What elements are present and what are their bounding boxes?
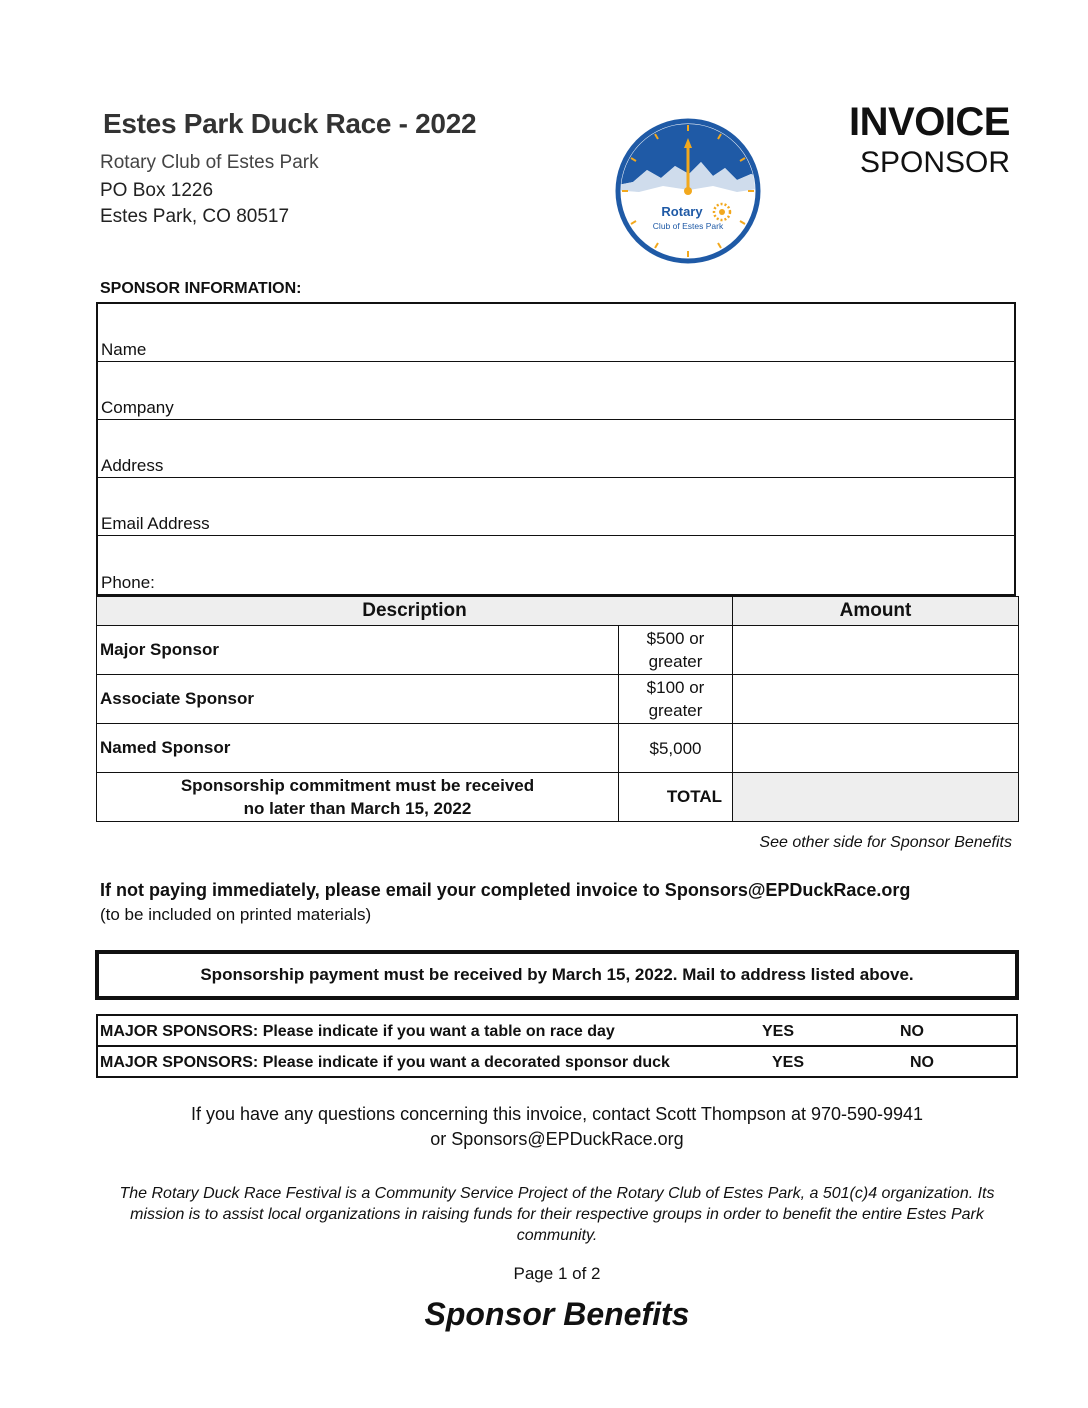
total-label: TOTAL — [619, 773, 733, 822]
contact-line-1: If you have any questions concerning this invoice, contact Scott Thompson at 970-590-9941 — [190, 1104, 924, 1124]
contact-line-2: or Sponsors@EPDuckRace.org — [430, 1129, 684, 1149]
name-label: Name — [101, 340, 147, 359]
logo-word: Rotary — [661, 204, 703, 219]
table-row — [97, 626, 1019, 675]
address-line-city: Estes Park, CO 80517 — [100, 206, 290, 227]
table-row — [97, 724, 1019, 773]
email-label: Email Address — [101, 514, 210, 533]
address-label: Address — [101, 456, 164, 475]
page-number: Page 1 of 2 — [513, 1264, 601, 1283]
name-field[interactable] — [98, 304, 1014, 362]
organization-title: Estes Park Duck Race - 2022 — [103, 108, 477, 139]
duck-option-no[interactable]: NO — [910, 1054, 934, 1071]
sponsor-info-box — [96, 302, 1016, 596]
phone-field[interactable] — [98, 536, 1014, 594]
company-label: Company — [101, 398, 174, 417]
company-field[interactable] — [98, 362, 1014, 420]
sponsor-level-name: Major Sponsor — [97, 626, 619, 675]
deadline-note — [97, 773, 619, 822]
total-row — [97, 773, 1019, 822]
sponsor-level-name: Associate Sponsor — [97, 675, 619, 724]
printed-materials-note: (to be included on printed materials) — [100, 905, 372, 924]
duck-option-row — [98, 1045, 1016, 1076]
sponsor-level-price: $500 or greater — [619, 626, 733, 675]
description-header: Description — [97, 597, 733, 626]
table-option-yes[interactable]: YES — [762, 1023, 795, 1040]
phone-label: Phone: — [101, 573, 155, 592]
payment-notice-box — [95, 950, 1019, 1000]
address-field[interactable] — [98, 420, 1014, 478]
invoice-title: INVOICE — [849, 100, 1010, 144]
amount-cell[interactable] — [733, 675, 1019, 724]
sponsor-benefits-heading: Sponsor Benefits — [424, 1296, 690, 1332]
amount-cell[interactable] — [733, 724, 1019, 773]
address-line-pobox: PO Box 1226 — [100, 180, 214, 201]
duck-option-question: MAJOR SPONSORS: Please indicate if you want a decorated sponsor duck — [100, 1054, 670, 1071]
table-option-no[interactable]: NO — [900, 1023, 924, 1040]
table-option-question: MAJOR SPONSORS: Please indicate if you want a table on race day — [100, 1023, 615, 1040]
table-row — [97, 675, 1019, 724]
deadline-note-line-2: no later than March 15, 2022 — [243, 799, 472, 818]
sponsor-level-name: Named Sponsor — [97, 724, 619, 773]
deadline-note-line-1: Sponsorship commitment must be received — [180, 776, 535, 795]
amount-header: Amount — [733, 597, 1019, 626]
duck-option-yes[interactable]: YES — [772, 1054, 805, 1071]
table-option-row — [98, 1016, 1016, 1045]
see-other-side-note: See other side for Sponsor Benefits — [759, 834, 1012, 851]
logo-subtitle: Club of Estes Park — [652, 221, 724, 231]
total-amount-cell[interactable] — [733, 773, 1019, 822]
payment-notice: Sponsorship payment must be received by March 15, 2022. Mail to address listed above. — [200, 965, 914, 984]
invoice-subtitle: SPONSOR — [859, 146, 1010, 179]
email-field[interactable] — [98, 478, 1014, 536]
sponsor-level-price: $5,000 — [619, 724, 733, 773]
sponsorship-table — [96, 596, 1019, 822]
rotary-clock-logo-icon — [613, 116, 763, 266]
address-line-club: Rotary Club of Estes Park — [100, 152, 319, 173]
sponsor-info-heading: SPONSOR INFORMATION: — [100, 280, 302, 297]
sponsor-level-price: $100 or greater — [619, 675, 733, 724]
email-instruction: If not paying immediately, please email your completed invoice to Sponsors@EPDuckRace.org — [100, 880, 911, 900]
major-sponsor-options — [96, 1014, 1018, 1078]
amount-cell[interactable] — [733, 626, 1019, 675]
mission-statement: The Rotary Duck Race Festival is a Community Service Project of the Rotary Club of Estes Park, a 501(c)4 organization. Its mission is to assist local organizations in raising funds for their respective groups in order to benefit the entire Estes Park community. — [119, 1185, 995, 1244]
